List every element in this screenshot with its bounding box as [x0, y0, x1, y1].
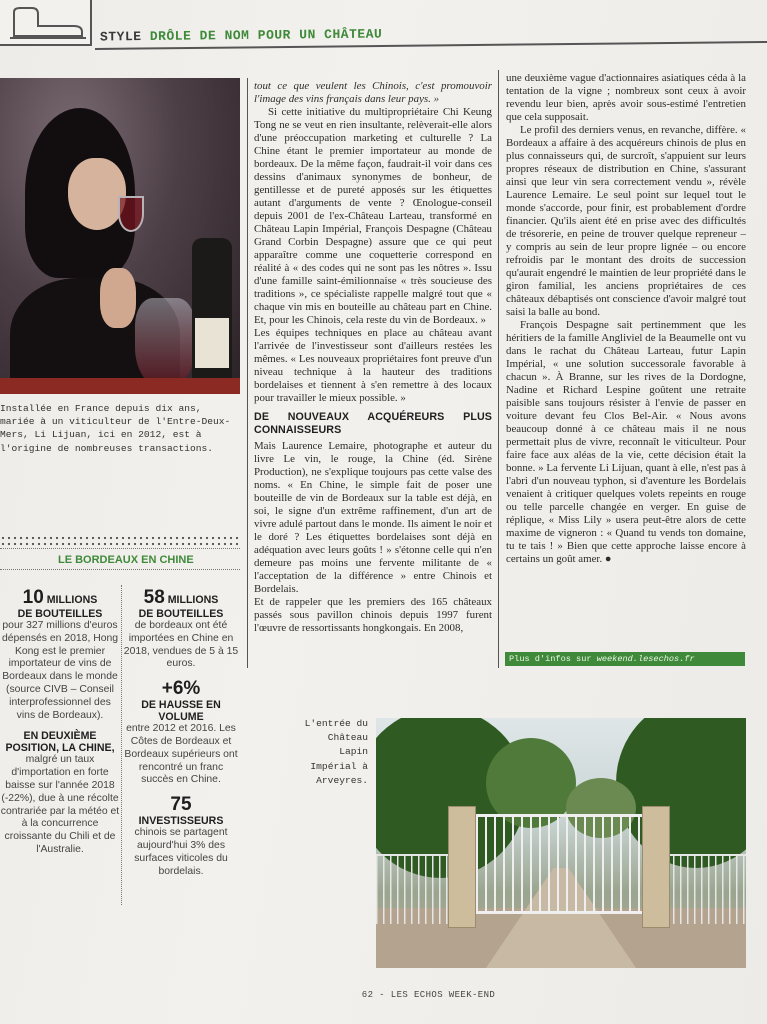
stats-title: LE BORDEAUX EN CHINE [0, 548, 240, 570]
chair-icon [4, 4, 88, 42]
section-logo [0, 0, 92, 46]
paragraph: une deuxième vague d'actionnaires asiatiques céda à la tentation de la vigne ; nombreux sont ceux à avoir revendu leur bien, après avoir sous-estimé l'entretien que cela supposait. [506, 72, 746, 123]
paragraph: Si cette initiative du multipropriétaire Chi Keung Tong ne se veut en rien insultante, relèverait-elle alors d'une préoccupation marketing et culturelle ? La Chine étant le premier importateur au monde de bordeaux. De la même façon, faudrait-il voir dans ces dessins d'animaux synonymes de bonheur, de gentillesse et de pureté apposés sur les étiquettes autant d'arguments de vente ? Œnologue-conseil depuis 2001 de l'ex-Château Larteau, transformé en Château Lapin Impérial, François Despagne (Château Grand Corbin Despagne) assure que ce qui peut apparaître comme une coquetterie correspond en réalité à « des codes qui ne sont pas les nôtres ». Issu d'une famille saint-émilionnaise « très soucieuse des traditions », ce spécialiste rappelle malgré tout que « chaque vin mis en bouteille au château part en Chine. Et, pour les Chinois, cela reste du vin de Bordeaux. » [254, 106, 492, 326]
stat-number: 10 [22, 587, 44, 608]
paragraph: Mais Laurence Lemaire, photographe et auteur du livre Le vin, le rouge, la Chine (éd. Sirène Production), ne s'explique toujours pas cette valse des noms. « En Chine, le simple fait de poser une bouteille de vin de Bordeaux sur la table est déjà, en soi, le signe d'un extrême raffinement, d'un art de vivre adulé partout dans le monde. Ils aiment le noir et le doré ? Les étiquettes bordelaises sont déjà en adéquation avec leurs goûts ! » s'étonne celle qui n'en demeure pas moins une fervente militante de « l'acceptation de la différence » entre Chinois et Bordelais. [254, 440, 493, 595]
paragraph: Et de rappeler que les premiers des 165 châteaux passés sous pavillon chinois depuis 1997 furent l'œuvre de ressortissants hongkongais. En 2008, [254, 596, 492, 634]
stat-number: 58 [143, 587, 165, 608]
section-header [100, 27, 382, 45]
article-column-2 [254, 80, 492, 635]
stat-block [0, 588, 120, 722]
article-title: DRÔLE DE NOM POUR UN CHÂTEAU [149, 26, 383, 44]
stat-block [122, 679, 240, 787]
more-info-label: Plus d'infos sur [509, 654, 592, 664]
stat-block [0, 730, 120, 856]
stat-unit: DE HAUSSE EN VOLUME [141, 699, 221, 724]
article-column-3 [506, 72, 746, 566]
stat-text: malgré un taux d'importation en forte baisse sur l'année 2018 (-22%), due à une récolte contrariée par la météo et à la concurrence croissante du Chili et de l'Australie. [0, 754, 120, 855]
photo-caption: Installée en France depuis dix ans, mariée à un viticulteur de l'Entre-Deux-Mers, Li Lijuan, ici en 2012, est à l'origine de nombreuses transactions. [0, 403, 231, 454]
stat-number: 75 [170, 794, 192, 816]
stat-text: de bordeaux ont été importées en Chine en 2018, vendues de 5 à 15 euros. [123, 620, 239, 670]
stat-unit: DE BOUTEILLES [138, 608, 224, 620]
stat-text: pour 327 millions d'euros dépensés en 2018, Hong Kong est le premier importateur de vins de Bordeaux dans le monde (source CIVB – Conseil interprofessionnel des vins de Bordeaux). [1, 620, 119, 721]
stats-left-column [0, 588, 120, 865]
dotted-divider [0, 535, 240, 547]
photo-caption: L'entrée du Château Lapin Impérial à Arveyres. [304, 718, 368, 786]
stats-right-column [122, 588, 240, 886]
stat-block [122, 588, 240, 671]
paragraph: François Despagne sait pertinemment que les héritiers de la famille Angliviel de la Beaumelle ont vu dans le rachat du Château Larteau, futur Lapin Impérial, « une solution successorale favorable à chacun ». À Branne, sur les rives de la Dordogne, Nadine et Richard Lespine goûtent une retraite paisible sans toujours résister à l'envie de passer en voiture devant feu Clos Bel-Air. « Nous avons beaucoup donné à ce château mais il ne nous permettait plus de vivre, reconnaît le viticulteur. Pour faire face aux aléas de la vie, cette décision était la bonne. » La fervente Li Lijuan, quant à elle, n'est pas à l'abri d'un nouveau typhon, si d'aventure les Bordelais venaient à critiquer quelques volets repeints en rouge ou telle parcelle changée en verger. En guise de réplique, « Miss Lily » usera peut-être alors de cette maxime de vigneron : « Quand tu vends ton domaine, tu te tais ! » Bien que cette approche laisse encore à certains un goût amer. ● [506, 319, 746, 565]
column-rule [247, 78, 248, 668]
stat-heading: EN DEUXIÈME POSITION, LA CHINE, [5, 730, 115, 755]
stat-text: chinois se partagent aujourd'hui 3% des surfaces viticoles du bordelais. [134, 827, 228, 877]
section-name: STYLE [99, 29, 142, 45]
stat-unit: DE BOUTEILLES [17, 608, 103, 620]
photo-chateau-gate [376, 718, 746, 968]
stat-block [122, 795, 240, 878]
column-rule [498, 70, 499, 668]
page-footer: 62 - LES ECHOS WEEK-END [361, 990, 496, 1000]
stat-unit: MILLIONS [167, 594, 219, 606]
paragraph: Les équipes techniques en place au château avant l'arrivée de l'investisseur sont d'ailleurs restées les mêmes. « Les nouveaux propriétaires font preuve d'un niveau technique à la hauteur des traditions bordelaises et tiennent à s'en remettre à des locaux pour travailler le mieux possible. » [254, 327, 492, 404]
stat-unit: MILLIONS [46, 594, 98, 606]
subheading: DE NOUVEAUX ACQUÉREURS PLUS CONNAISSEURS [254, 411, 492, 436]
more-info-link[interactable]: weekend.lesechos.fr [596, 654, 695, 664]
stat-unit: INVESTISSEURS [138, 815, 224, 828]
paragraph: tout ce que veulent les Chinois, c'est promouvoir l'image des vins français dans leur pays. » [254, 80, 492, 105]
stat-number: +6% [161, 678, 201, 700]
photo-li-lijuan [0, 78, 240, 394]
paragraph: Le profil des derniers venus, en revanche, diffère. « Bordeaux a affaire à des acquéreurs chinois de plus en plus connaisseurs qui, de surcroît, s'appuient sur leurs propres réseaux de distribution en Chine, s'assurant ainsi que leur vin sera correctement vendu », révèle Laurence Lemaire. Le seul point sur lequel tout le monde s'accorde, pour finir, est probablement d'ordre financier. Qu'ils aient été en prise avec des difficultés de trésorerie, en peine de trouver quelque repreneur – y compris au sein de leur propre lignée – ou encore refroidis par le montant des droits de succession qu'aurait engendré le maintien de leur propriété dans le giron familial, les anciens propriétaires de ces châteaux débaptisés ont conscience d'avoir malgré tout saisi la balle au bond. [506, 124, 746, 318]
stat-text: entre 2012 et 2016. Les Côtes de Bordeaux et Bordeaux supérieurs ont rencontré un franc succès en Chine. [124, 723, 238, 786]
more-info-bar [505, 652, 745, 666]
